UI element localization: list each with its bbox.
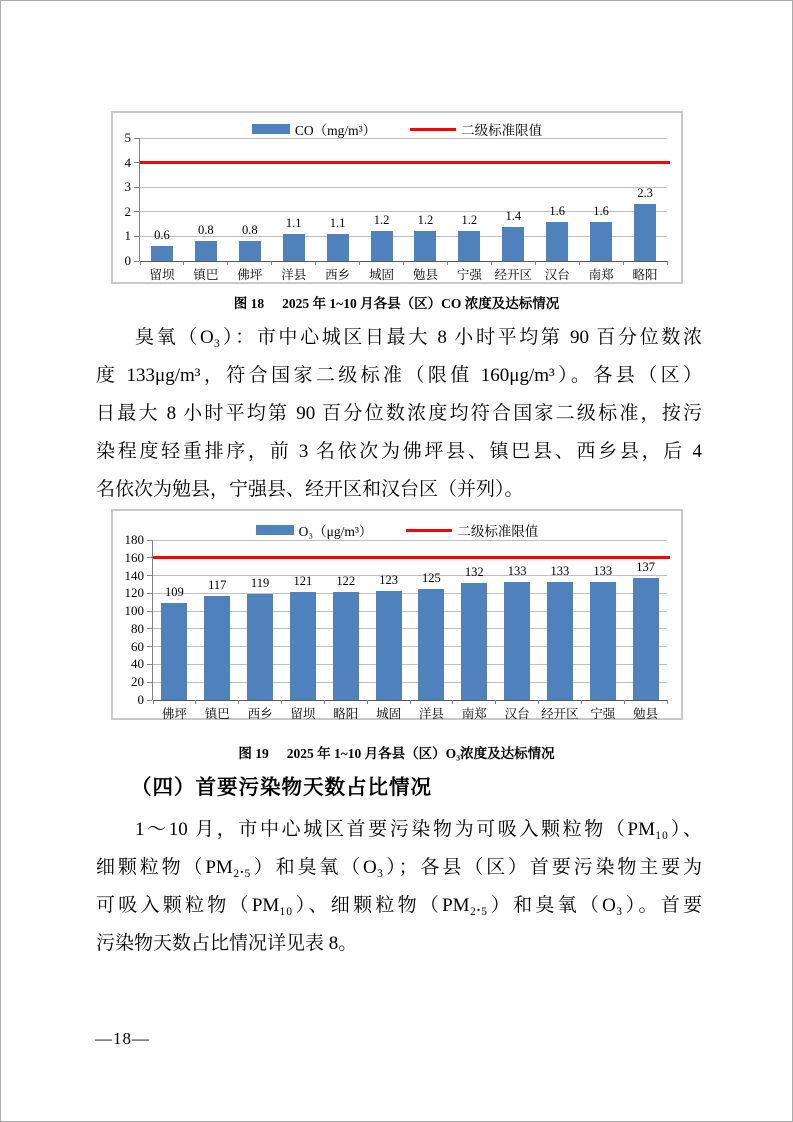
bar-value-label: 119	[250, 576, 270, 591]
chart-legend	[113, 520, 681, 540]
bar-value-label: 121	[293, 574, 313, 589]
bar	[283, 234, 305, 261]
figure18-caption	[1, 292, 792, 312]
category-label: 佛坪	[237, 268, 263, 282]
bar-value-label: 117	[208, 578, 227, 592]
legend-item-series	[256, 520, 373, 540]
paragraph-line: 污染物天数占比情况详见表 8。	[96, 933, 358, 954]
category-label: 勉县	[633, 707, 659, 721]
bar-value-label: 1.2	[461, 213, 478, 228]
ozone-paragraph	[96, 319, 702, 509]
bar-value-label: 132	[464, 564, 484, 579]
bar	[547, 582, 573, 700]
paragraph-line: 臭氧（O₃）：市中心城区日最大 8 小时平均第 90 百分位数浓	[135, 327, 702, 348]
category-label: 洋县	[281, 268, 307, 282]
bar-value-label: 133	[593, 563, 613, 578]
legend-item-limit	[406, 520, 538, 540]
y-tick-label: 20	[131, 674, 144, 690]
bar	[161, 603, 187, 700]
x-axis-tick	[367, 700, 368, 704]
bar	[290, 592, 316, 700]
category-label: 城固	[376, 707, 402, 721]
bar-value-label: 125	[422, 570, 441, 585]
page-number: —18—	[95, 1029, 150, 1048]
x-axis-tick	[153, 700, 154, 704]
bar	[504, 582, 530, 700]
category-label: 镇巴	[193, 268, 219, 282]
bar-value-label: 1.2	[417, 213, 434, 228]
bar	[376, 591, 402, 700]
bar	[414, 231, 436, 261]
bar-value-label: 133	[550, 563, 570, 578]
legend-item-limit	[410, 119, 542, 139]
x-axis-tick	[624, 700, 625, 704]
bar-value-label: 1.6	[549, 203, 566, 218]
bar-series-swatch-icon	[256, 525, 294, 535]
bar-value-label: 1.1	[329, 215, 346, 230]
bar-series-swatch-icon	[252, 124, 290, 134]
limit-line	[140, 161, 670, 164]
bar	[634, 204, 656, 261]
paragraph-line: 1～10 月，市中心城区首要污染物为可吸入颗粒物（PM₁₀）、	[135, 819, 702, 840]
category-label: 佛坪	[161, 707, 187, 721]
category-label: 洋县	[418, 707, 444, 721]
y-tick-label: 3	[124, 179, 131, 195]
o3-bar-chart	[111, 509, 683, 720]
x-axis-tick	[403, 261, 404, 265]
legend-limit-label: 二级标准限值	[457, 524, 539, 539]
category-label: 宁强	[590, 707, 616, 721]
bar	[151, 246, 173, 261]
limit-line-swatch-icon	[406, 529, 452, 532]
figure19-caption	[1, 742, 792, 762]
bar-value-label: 0.8	[241, 223, 258, 238]
x-axis-tick	[281, 700, 282, 704]
plot-area	[124, 532, 667, 721]
y-tick-label: 60	[131, 638, 144, 654]
paragraph-line: 度 133μg/m³，符合国家二级标准（限值 160μg/m³）。各县（区）	[96, 365, 702, 386]
x-axis-tick	[579, 261, 580, 265]
bar	[590, 582, 616, 700]
x-axis-tick	[324, 700, 325, 704]
category-label: 留坝	[290, 707, 316, 721]
bar	[418, 589, 444, 700]
y-tick-label: 80	[131, 620, 144, 636]
y-tick-label: 120	[124, 585, 144, 601]
paragraph-line: 细颗粒物（PM₂.₅）和臭氧（O₃）；各县（区）首要污染物主要为	[96, 857, 702, 878]
y-axis-line	[139, 138, 140, 261]
x-axis-tick	[227, 261, 228, 265]
x-axis-tick	[538, 700, 539, 704]
bar-value-label: 1.4	[505, 208, 522, 223]
category-label: 留坝	[149, 268, 175, 282]
paragraph-line: 染程度轻重排序，前 3 名依次为佛坪县、镇巴县、西乡县，后 4	[96, 441, 702, 462]
bar-value-label: 2.3	[637, 186, 653, 201]
bar	[195, 241, 217, 261]
y-tick-label: 0	[137, 692, 144, 707]
category-label: 略阳	[333, 707, 359, 721]
y-tick-label: 40	[131, 656, 144, 672]
bar	[239, 241, 261, 261]
section-heading: （四）首要污染物天数占比情况	[131, 777, 432, 799]
x-axis-tick	[667, 700, 668, 704]
figure19-caption-text: 2025 年 1~10 月各县（区）O₃浓度及达标情况	[286, 746, 555, 761]
bar-value-label: 123	[379, 572, 398, 587]
bar-value-label: 0.6	[154, 228, 170, 243]
y-tick-label: 5	[124, 130, 131, 145]
y-tick-label: 160	[124, 549, 144, 565]
category-label: 汉台	[544, 268, 570, 282]
y-tick-label: 1	[124, 228, 131, 244]
x-axis-tick	[667, 261, 668, 265]
category-label: 西乡	[247, 707, 273, 721]
bar-value-label: 1.2	[373, 213, 390, 228]
x-axis-tick	[495, 700, 496, 704]
co-bar-chart	[111, 111, 683, 284]
category-label: 宁强	[456, 268, 482, 282]
chart-legend	[113, 119, 681, 139]
legend-series-label: O₃（μg/m³）	[298, 524, 373, 539]
limit-line-swatch-icon	[410, 128, 456, 131]
category-label: 西乡	[325, 268, 351, 282]
y-axis-line	[152, 540, 153, 700]
bar-value-label: 109	[165, 585, 184, 600]
bar-value-label: 1.1	[285, 215, 302, 230]
limit-line	[153, 556, 670, 559]
x-axis-tick	[410, 700, 411, 704]
category-label: 南郑	[588, 268, 614, 282]
gridline	[153, 540, 667, 541]
bar	[633, 578, 659, 700]
category-label: 经开区	[494, 268, 533, 282]
bar	[247, 594, 273, 700]
category-label: 城固	[369, 268, 395, 282]
figure18-caption-text: 2025 年 1~10 月各县（区）CO 浓度及达标情况	[282, 296, 560, 311]
paragraph-line: 可吸入颗粒物（PM₁₀）、细颗粒物（PM₂.₅）和臭氧（O₃）。首要	[96, 895, 702, 916]
category-label: 南郑	[461, 707, 487, 721]
pollutant-days-paragraph	[96, 811, 702, 963]
y-tick-label: 180	[124, 532, 144, 547]
category-label: 汉台	[504, 707, 530, 721]
bar-value-label: 1.6	[593, 203, 609, 218]
x-axis-tick	[271, 261, 272, 265]
bar	[204, 596, 230, 700]
y-tick-label: 4	[124, 154, 131, 170]
y-tick-label: 2	[124, 203, 131, 219]
x-axis-tick	[195, 700, 196, 704]
x-axis-tick	[315, 261, 316, 265]
figure18-caption-label: 图 18	[233, 296, 265, 311]
category-label: 镇巴	[204, 707, 230, 721]
legend-limit-label: 二级标准限值	[461, 123, 543, 138]
paragraph-line: 日最大 8 小时平均第 90 百分位数浓度均符合国家二级标准，按污	[96, 403, 702, 424]
bar	[327, 234, 349, 261]
bar	[371, 231, 393, 261]
x-axis-tick	[581, 700, 582, 704]
x-axis-tick	[447, 261, 448, 265]
category-label: 经开区	[541, 707, 579, 721]
x-axis-tick	[623, 261, 624, 265]
figure19-caption-label: 图 19	[238, 746, 269, 761]
bar	[458, 231, 480, 261]
legend-item-series	[252, 119, 376, 139]
bar-value-label: 137	[636, 560, 655, 575]
bar	[461, 583, 487, 700]
category-label: 略阳	[632, 268, 658, 282]
x-axis-tick	[491, 261, 492, 265]
bar	[590, 222, 612, 261]
bar-value-label: 133	[507, 563, 527, 578]
bar-value-label: 122	[336, 573, 356, 588]
bar	[333, 592, 359, 700]
y-tick-label: 140	[124, 567, 144, 583]
paragraph-line: 名依次为勉县，宁强县、经开区和汉台区（并列）。	[96, 479, 524, 500]
x-axis-tick	[359, 261, 360, 265]
y-tick-label: 0	[124, 253, 131, 268]
y-tick-label: 100	[124, 603, 144, 619]
legend-series-label: CO（mg/m³）	[294, 123, 377, 138]
x-axis-tick	[140, 261, 141, 265]
category-label: 勉县	[412, 268, 438, 282]
x-axis-tick	[535, 261, 536, 265]
gridline	[140, 138, 667, 139]
x-axis-tick	[238, 700, 239, 704]
x-axis-tick	[452, 700, 453, 704]
bar	[502, 227, 524, 261]
x-axis-tick	[183, 261, 184, 265]
bar	[546, 222, 568, 261]
gridline	[140, 187, 667, 188]
bar-value-label: 0.8	[198, 223, 214, 238]
